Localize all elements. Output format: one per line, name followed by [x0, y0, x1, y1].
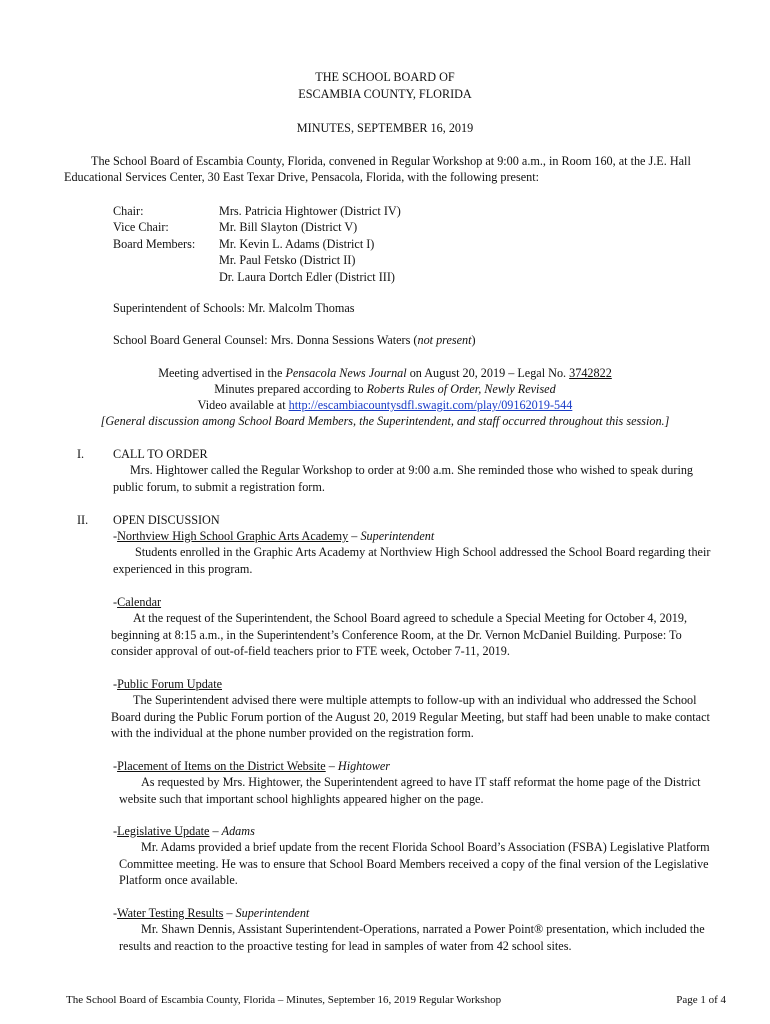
counsel-close: ): [471, 333, 476, 347]
general-counsel-line: [113, 332, 723, 348]
item-presenter: Hightower: [337, 759, 391, 773]
legal-number: 3742822: [569, 366, 612, 380]
general-discussion-text: [General discussion among School Board Members, the Superintendent, and staff occurred throughout this session.]: [100, 414, 670, 428]
intro-paragraph: The School Board of Escambia County, Florida, convened in Regular Workshop at 9:00 a.m., in Room 160, at the J.E. Hall Educational Services Center, 30 East Texar Drive, Pensacola, Florida, with the following present:: [64, 154, 691, 185]
roster-role: Vice Chair:: [113, 220, 169, 235]
section-title: OPEN DISCUSSION: [113, 513, 220, 527]
video-pre: Video available at: [197, 398, 289, 412]
roster-role: Chair:: [113, 204, 144, 218]
item-body: Mr. Adams provided a brief update from the recent Florida School Board’s Association (FSBA) Legislative Platform Committee meeting. He was to ensure that School Board Members received a copy of the final version of the Legislative Platform once available.: [119, 840, 710, 888]
rules-book: Roberts Rules of Order, Newly Revised: [366, 382, 556, 396]
discussion-item: -Legislative Update – Adams Mr. Adams provided a brief update from the recent Florida School Board’s Association (FSBA) Legislative Platform Committee meeting. He was to ensure that School Board Members received a copy of the final version of the Legislative Platform once available.: [113, 823, 723, 889]
item-presenter: Superintendent: [360, 529, 435, 543]
section-title: CALL TO ORDER: [113, 447, 208, 461]
roster-row: [113, 203, 401, 219]
item-body: The Superintendent advised there were multiple attempts to follow-up with an individual who addressed the School Board during the Public Forum portion of the August 20, 2019 Regular Meeting, but staff had been unable to make contact with the individual at the phone number provided on the registration form.: [111, 693, 710, 741]
roster-role: Board Members:: [113, 236, 196, 251]
roster-name: Mr. Paul Fetsko (District II): [219, 253, 356, 268]
section-body: Mrs. Hightower called the Regular Workshop to order at 9:00 a.m. She reminded those who wished to speak during public forum, to submit a registration form.: [113, 463, 694, 494]
board-name-line1: THE SCHOOL BOARD OF: [315, 70, 455, 84]
advertised-line: [0, 365, 770, 381]
section-number: I.: [77, 447, 85, 461]
item-title: Public Forum Update: [117, 677, 223, 691]
discussion-item: -Water Testing Results – Superintendent Mr. Shawn Dennis, Assistant Superintendent-Operations, narrated a Power Point® presentation, which included the results and reaction to the proactive testing for lead in samples of water from 42 school sites.: [113, 905, 723, 954]
discussion-item: -Calendar At the request of the Superintendent, the School Board agreed to schedule a Special Meeting for October 4, 2019, beginning at 8:15 a.m., in the Superintendent’s Conference Room, at the Dr. Vernon McDaniel Building. Purpose: To consider approval of out-of-field teachers prior to FTE week, October 7-11, 2019.: [113, 594, 723, 660]
roster-name: Mr. Kevin L. Adams (District I): [219, 236, 375, 251]
minutes-prepared-line: [0, 381, 770, 397]
minutes-pre: Minutes prepared according to: [214, 382, 367, 396]
item-presenter: Superintendent: [235, 906, 310, 920]
item-title: Calendar: [117, 595, 162, 609]
advertised-pre: Meeting advertised in the: [158, 366, 286, 380]
roster-row: [113, 269, 401, 285]
general-discussion-note: [0, 413, 770, 429]
newspaper-name: Pensacola News Journal: [285, 366, 407, 380]
minutes-title: MINUTES, SEPTEMBER 16, 2019: [296, 121, 474, 135]
counsel-status: not present: [417, 333, 472, 347]
item-title: Placement of Items on the District Website: [117, 759, 326, 773]
item-title: Northview High School Graphic Arts Academy: [117, 529, 349, 543]
item-title: Water Testing Results: [117, 906, 224, 920]
roster-row: [113, 252, 401, 268]
item-body: As requested by Mrs. Hightower, the Superintendent agreed to have IT staff reformat the home page of the District website such that important school highlights appeared higher on the page.: [119, 775, 701, 806]
superintendent-line: Superintendent of Schools: Mr. Malcolm Thomas: [113, 301, 355, 315]
roster-name: Mrs. Patricia Hightower (District IV): [219, 204, 401, 218]
board-name-line2: ESCAMBIA COUNTY, FLORIDA: [298, 87, 472, 101]
video-link[interactable]: http://escambiacountysdfl.swagit.com/play/09162019-544: [288, 398, 573, 412]
roster-name: Dr. Laura Dortch Edler (District III): [219, 269, 395, 284]
video-line: [0, 397, 770, 413]
roster-row: [113, 236, 401, 252]
item-body: Mr. Shawn Dennis, Assistant Superintendent-Operations, narrated a Power Point® presentation, which included the results and reaction to the proactive testing for lead in samples of water from 42 school sites.: [119, 922, 705, 953]
page-number: Page 1 of 4: [676, 994, 726, 1006]
item-presenter: Adams: [221, 824, 255, 838]
roster-role: [113, 252, 219, 268]
discussion-item: -Northview High School Graphic Arts Academy – Superintendent Students enrolled in the Graphic Arts Academy at Northview High School addressed the School Board regarding their experienced in this program.: [113, 528, 723, 577]
section-open-discussion: [113, 512, 723, 528]
advertised-mid: on August 20, 2019 – Legal No.: [406, 366, 570, 380]
attendance-roster: [113, 203, 401, 285]
roster-row: [113, 219, 401, 235]
discussion-item: -Public Forum Update The Superintendent advised there were multiple attempts to follow-up with an individual who addressed the School Board during the Public Forum portion of the August 20, 2019 Regular Meeting, but staff had been unable to make contact with the individual at the phone number provided on the registration form.: [113, 676, 723, 742]
section-call-to-order: [113, 446, 723, 495]
counsel-text: School Board General Counsel: Mrs. Donna Sessions Waters (: [113, 333, 418, 347]
discussion-item: -Placement of Items on the District Website – Hightower As requested by Mrs. Hightower, the Superintendent agreed to have IT staff reformat the home page of the District website such that important school highlights appeared higher on the page.: [113, 758, 723, 807]
roster-name: Mr. Bill Slayton (District V): [219, 220, 358, 235]
section-number: II.: [77, 513, 89, 527]
item-body: At the request of the Superintendent, the School Board agreed to schedule a Special Meeting for October 4, 2019, beginning at 8:15 a.m., in the Superintendent’s Conference Room, at the Dr. Vernon McDaniel Building. Purpose: To consider approval of out-of-field teachers prior to FTE week, October 7-11, 2019.: [111, 611, 688, 659]
item-title: Legislative Update: [117, 824, 210, 838]
roster-role: [113, 269, 219, 285]
footer-text: The School Board of Escambia County, Florida – Minutes, September 16, 2019 Regular Workshop: [66, 994, 502, 1006]
item-body: Students enrolled in the Graphic Arts Academy at Northview High School addressed the School Board regarding their experienced in this program.: [113, 545, 711, 576]
